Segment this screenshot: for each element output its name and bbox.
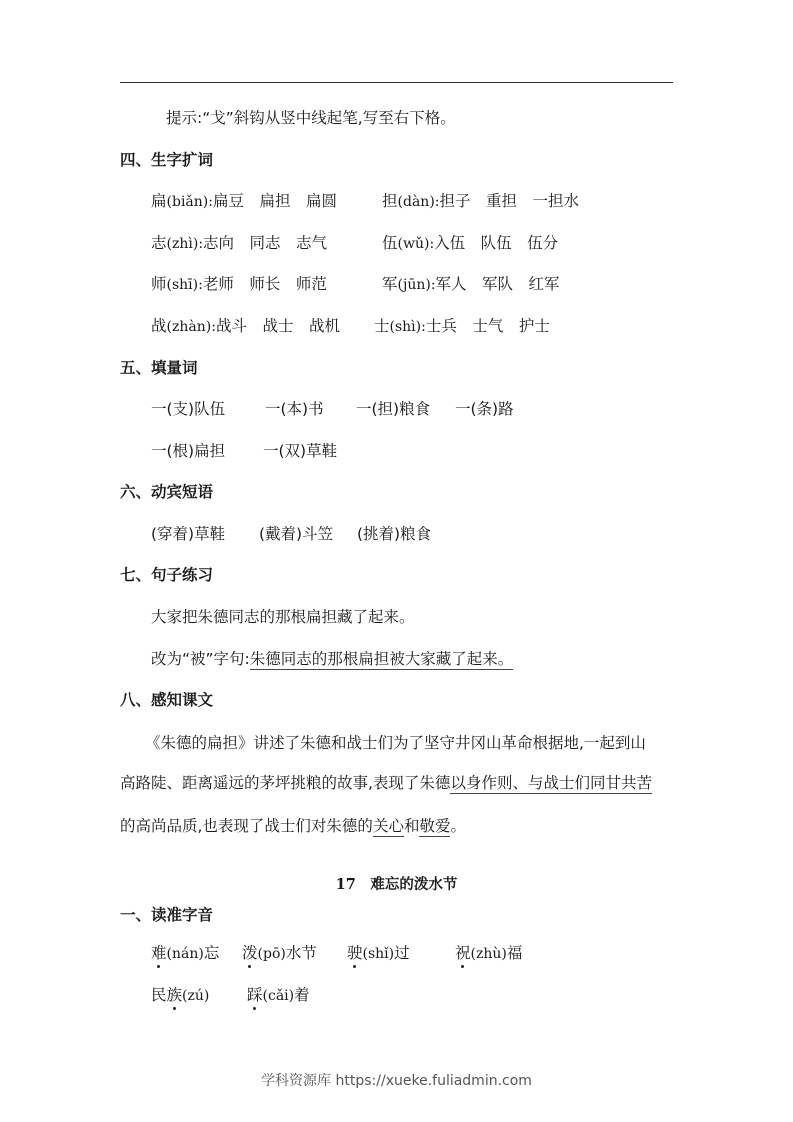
vocab-entry: 担(dàn):担子 重担 一担水 [382, 192, 580, 210]
measure-word-item: 一(支)队伍 [151, 400, 226, 418]
measure-word-item: 一(本)书 [265, 400, 324, 418]
measure-word-item: 一(条)路 [455, 400, 514, 418]
vocab-entry: 战(zhàn):战斗 战士 战机 [151, 317, 340, 335]
pronunciation-item: 民族(zú) [151, 986, 210, 1004]
lesson17-section-1-heading: 一、读准字音 [120, 906, 214, 924]
phrase-item: (戴着)斗笠 [259, 525, 334, 543]
vocab-entry: 军(jūn):军人 军队 红军 [382, 275, 560, 293]
footer-watermark: 学科资源库 https://xueke.fuliadmin.com [261, 1073, 532, 1089]
header-rule [120, 82, 673, 83]
pronunciation-item: 踩(cǎi)着 [247, 986, 310, 1004]
summary-line-2: 高路陡、距离遥远的茅坪挑粮的故事,表现了朱德以身作则、与战士们同甘共苦 [120, 774, 652, 792]
vocab-entry: 伍(wǔ):入伍 队伍 伍分 [382, 234, 559, 252]
sentence-transformed: 改为“被”字句:朱德同志的那根扁担被大家藏了起来。 [151, 650, 514, 668]
vocab-entry: 扁(biǎn):扁豆 扁担 扁圆 [151, 192, 337, 210]
section-7-heading: 七、句子练习 [120, 566, 214, 584]
vocab-entry: 士(shì):士兵 士气 护士 [374, 317, 550, 335]
lesson-title: 17 难忘的泼水节 [335, 876, 458, 893]
summary-line-3: 的高尚品质,也表现了战士们对朱德的关心和敬爱。 [120, 817, 466, 835]
tip-text: 提示:“戈”斜钩从竖中线起笔,写至右下格。 [166, 109, 456, 127]
summary-line-1: 《朱德的扁担》讲述了朱德和战士们为了坚守井冈山革命根据地,一起到山 [145, 734, 646, 752]
measure-word-item: 一(根)扁担 [151, 442, 226, 460]
pronunciation-item: 驶(shǐ)过 [347, 944, 410, 962]
section-4-heading: 四、生字扩词 [120, 151, 214, 169]
measure-word-item: 一(双)草鞋 [263, 442, 338, 460]
section-5-heading: 五、填量词 [120, 359, 198, 377]
answer-underlined: 朱德同志的那根扁担被大家藏了起来。 [249, 650, 514, 668]
sentence-original: 大家把朱德同志的那根扁担藏了起来。 [151, 608, 415, 626]
pronunciation-item: 泼(pō)水节 [242, 944, 317, 962]
phrase-item: (穿着)草鞋 [151, 525, 226, 543]
phrase-item: (挑着)粮食 [357, 525, 432, 543]
pronunciation-item: 难(nán)忘 [151, 944, 220, 962]
vocab-entry: 师(shī):老师 师长 师范 [151, 275, 327, 293]
section-6-heading: 六、动宾短语 [120, 483, 214, 501]
section-8-heading: 八、感知课文 [120, 691, 214, 709]
vocab-entry: 志(zhì):志向 同志 志气 [151, 234, 328, 252]
pronunciation-item: 祝(zhù)福 [455, 944, 523, 962]
measure-word-item: 一(担)粮食 [356, 400, 431, 418]
